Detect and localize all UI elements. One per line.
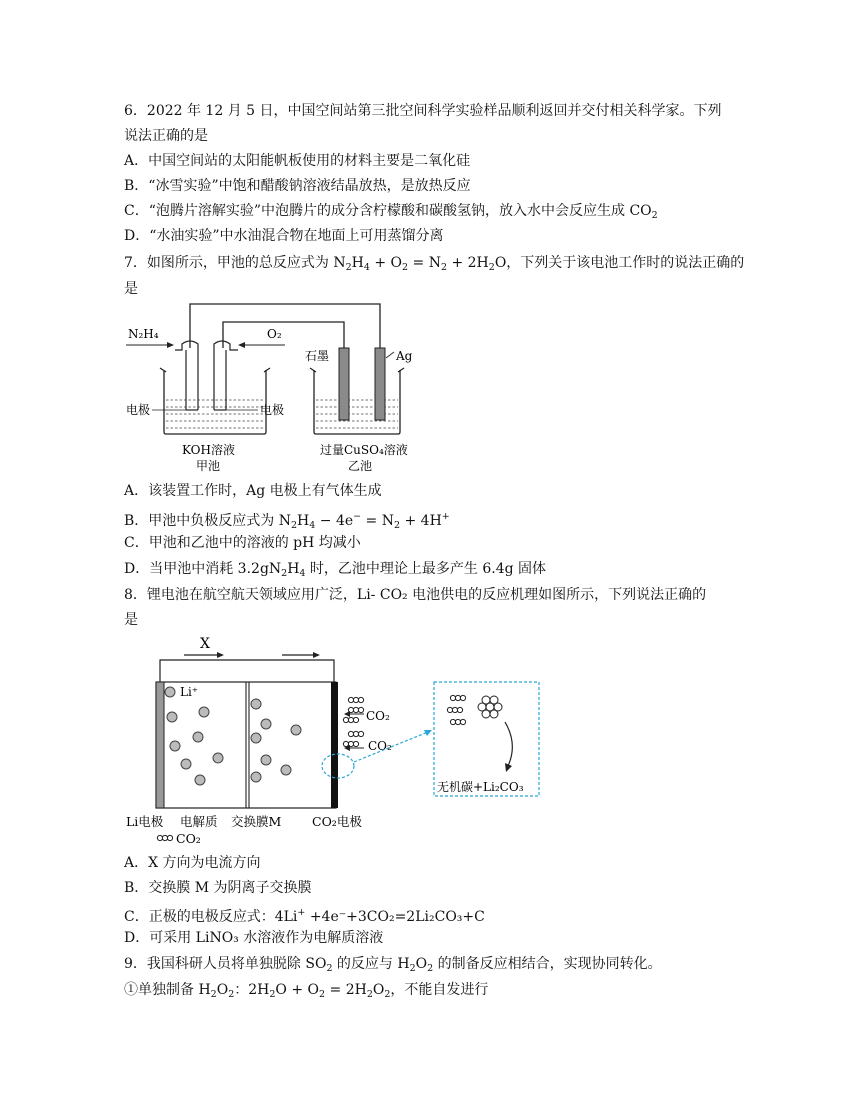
q7-ag-rod [375,348,385,420]
q9-item1-post: ，不能自发进行 [390,982,489,998]
q7-electrode-label-right: 电极 [260,403,285,417]
q8-option-c-post: +4e⁻+3CO₂=2Li₂CO₃+C [305,909,485,925]
q7-b-eq-4: − [353,511,362,522]
q7-eq-1: H [351,255,364,271]
q7-beaker-jia [164,370,266,434]
q7-b-eq-6: 2 [394,520,401,531]
q8-cell-figure [120,630,545,852]
q7-ag-label: Ag [396,349,413,363]
q7-yi-solution [316,400,398,428]
q7-option-d-mid: H [287,561,300,577]
q8-inset-co2 [447,695,465,724]
q8-membrane-label: 交换膜M [231,814,282,829]
q7-eq-7: + 2H [447,255,489,271]
q7-cell-figure [120,300,450,478]
q8-reaction-arrow [505,722,512,766]
q9-item1-s2: 2 [228,989,235,1000]
q8-x-label: X [200,636,210,652]
q7-jia-label: 甲池 [196,459,221,473]
q8-li-ions [165,687,301,785]
q7-option-d-pre: D．当甲池中消耗 3.2gN [124,561,282,577]
q6-option-b: B．“冰雪实验”中饱和醋酸钠溶液结晶放热，是放热反应 [124,178,471,194]
q7-option-b-pre: B．甲池中负极反应式为 N [124,513,291,529]
q8-product-label: 无机碳+Li₂CO₃ [437,780,524,794]
q7-eq-5: = N [408,255,441,271]
q9-item1-s6: 2 [384,989,391,1000]
q6-option-c-text: C．“泡腾片溶解实验”中泡腾片的成分含柠檬酸和碳酸氢钠，放入水中会反应生成 CO [124,203,652,219]
q8-legend-co2-label: CO₂ [176,831,201,846]
q7-option-d-post: 时，乙池中理论上最多产生 6.4g 固体 [305,561,547,577]
q8-option-c-pre: C．正极的电极反应式：4Li [124,909,298,925]
q9-stem-post: 的制备反应相结合，实现协同转化。 [433,956,662,972]
q7-eq-9: O [494,255,507,271]
q8-stem-line1: 8．锂电池在航空航天领域应用广泛，Li- CO₂ 电池供电的反应机理如图所示，下列说法正确的 [124,587,707,603]
q8-co2-molecules [343,697,363,746]
q8-legend-co2-icon [157,835,172,840]
q7-eq-0: 2 [345,262,352,273]
q7-stem-pre: 7．如图所示，甲池的总反应式为 N [124,255,346,271]
q9-item1-b: ：2H [234,982,270,998]
q7-b-eq-0: 2 [291,520,298,531]
q7-stem-line1 [124,253,744,278]
q6-stem-line2: 说法正确的是 [124,128,208,144]
q7-b-eq-2: 4 [309,520,316,531]
q7-eq-2: 4 [363,262,370,273]
q7-stem-line2: 是 [124,281,138,297]
q7-electrode-label-left: 电极 [126,403,151,417]
q7-option-d [124,559,546,584]
q7-stem-post: ，下列关于该电池工作时的说法正确的 [506,255,745,271]
q7-eq-4: 2 [402,262,409,273]
q7-b-eq-5: = N [361,513,394,529]
q8-inset-cluster [478,696,502,718]
q8-stem-line2: 是 [124,612,138,628]
q6-option-d: D．“水油实验”中水油混合物在地面上可用蒸馏分离 [124,228,444,244]
q9-item1-s4: 2 [319,989,326,1000]
q9-item1-c: O + O [275,982,320,998]
q8-co2-label-b: CO₂ [368,739,392,753]
q7-b-eq-8: + [441,511,450,522]
q9-item1-s5: 2 [366,989,373,1000]
q7-eq-6: 2 [440,262,448,273]
q7-graphite-label: 石墨 [305,349,330,363]
q6-option-c [124,201,658,226]
q7-eq-8: 2 [488,262,495,273]
q9-stem-mid: 的反应与 H [332,956,410,972]
q8-co2-electrode [331,682,338,808]
q7-option-a: A．该装置工作时，Ag 电极上有气体生成 [124,483,382,499]
q7-graphite-rod [339,348,349,420]
q9-item1-a: O [216,982,229,998]
q7-yi-label: 乙池 [348,459,373,473]
q8-option-c-sup: + [297,907,306,918]
q7-eq-3: + O [369,255,403,271]
q7-b-eq-7: + 4H [400,513,442,529]
q9-stem [124,954,662,979]
q8-li-ion-label: Li⁺ [180,685,199,699]
q6-option-c-sub: 2 [651,210,658,221]
q7-option-b [124,507,450,536]
q9-item1-d: = 2H [325,982,367,998]
q9-item1-s1: 2 [210,989,217,1000]
q8-wire [160,660,334,682]
q8-option-a: A．X 方向为电流方向 [124,855,261,871]
q8-option-d: D．可采用 LiNO₃ 水溶液作为电解质溶液 [124,930,384,946]
q7-koh-label: KOH溶液 [182,443,235,457]
q6-stem-line1: 6．2022 年 12 月 5 日，中国空间站第三批空间科学实验样品顺利返回并交付相关科学家。下列 [124,103,722,119]
q7-cuso4-label: 过量CuSO₄溶液 [320,443,408,457]
q9-stem-pre: 9．我国科研人员将单独脱除 SO [124,956,327,972]
q9-item1-e: O [372,982,385,998]
q9-stem-sub1: 2 [326,963,333,974]
q8-electrolyte-label: 电解质 [180,814,218,829]
q7-n2h4-label: N₂H₄ [128,327,159,341]
q8-option-b: B．交换膜 M 为阴离子交换膜 [124,880,312,896]
q8-option-c [124,903,485,927]
q7-jia-solution [166,400,264,428]
q7-o2-label: O₂ [267,327,282,341]
q7-option-d-sub1: 2 [281,568,288,579]
q9-item-1 [124,980,488,1005]
q6-option-a: A．中国空间站的太阳能帆板使用的材料主要是二氧化硅 [124,153,471,169]
q8-co2-electrode-label: CO₂电极 [312,814,362,829]
q9-stem-mid2: O [415,956,428,972]
q9-stem-sub2: 2 [409,963,416,974]
q8-li-electrode-label: Li电极 [126,814,164,829]
q7-option-d-sub2: 4 [299,568,306,579]
q7-b-eq-3: − 4e [315,513,354,529]
q9-stem-sub3: 2 [427,963,434,974]
q8-co2-label-a: CO₂ [366,709,390,723]
q7-beaker-yi [314,370,400,434]
q9-item1-s3: 2 [269,989,276,1000]
q7-b-eq-1: H [297,513,310,529]
q9-item1-pre: ①单独制备 H [124,982,211,998]
q8-li-electrode [156,682,164,808]
q7-option-c: C．甲池和乙池中的溶液的 pH 均减小 [124,535,361,551]
